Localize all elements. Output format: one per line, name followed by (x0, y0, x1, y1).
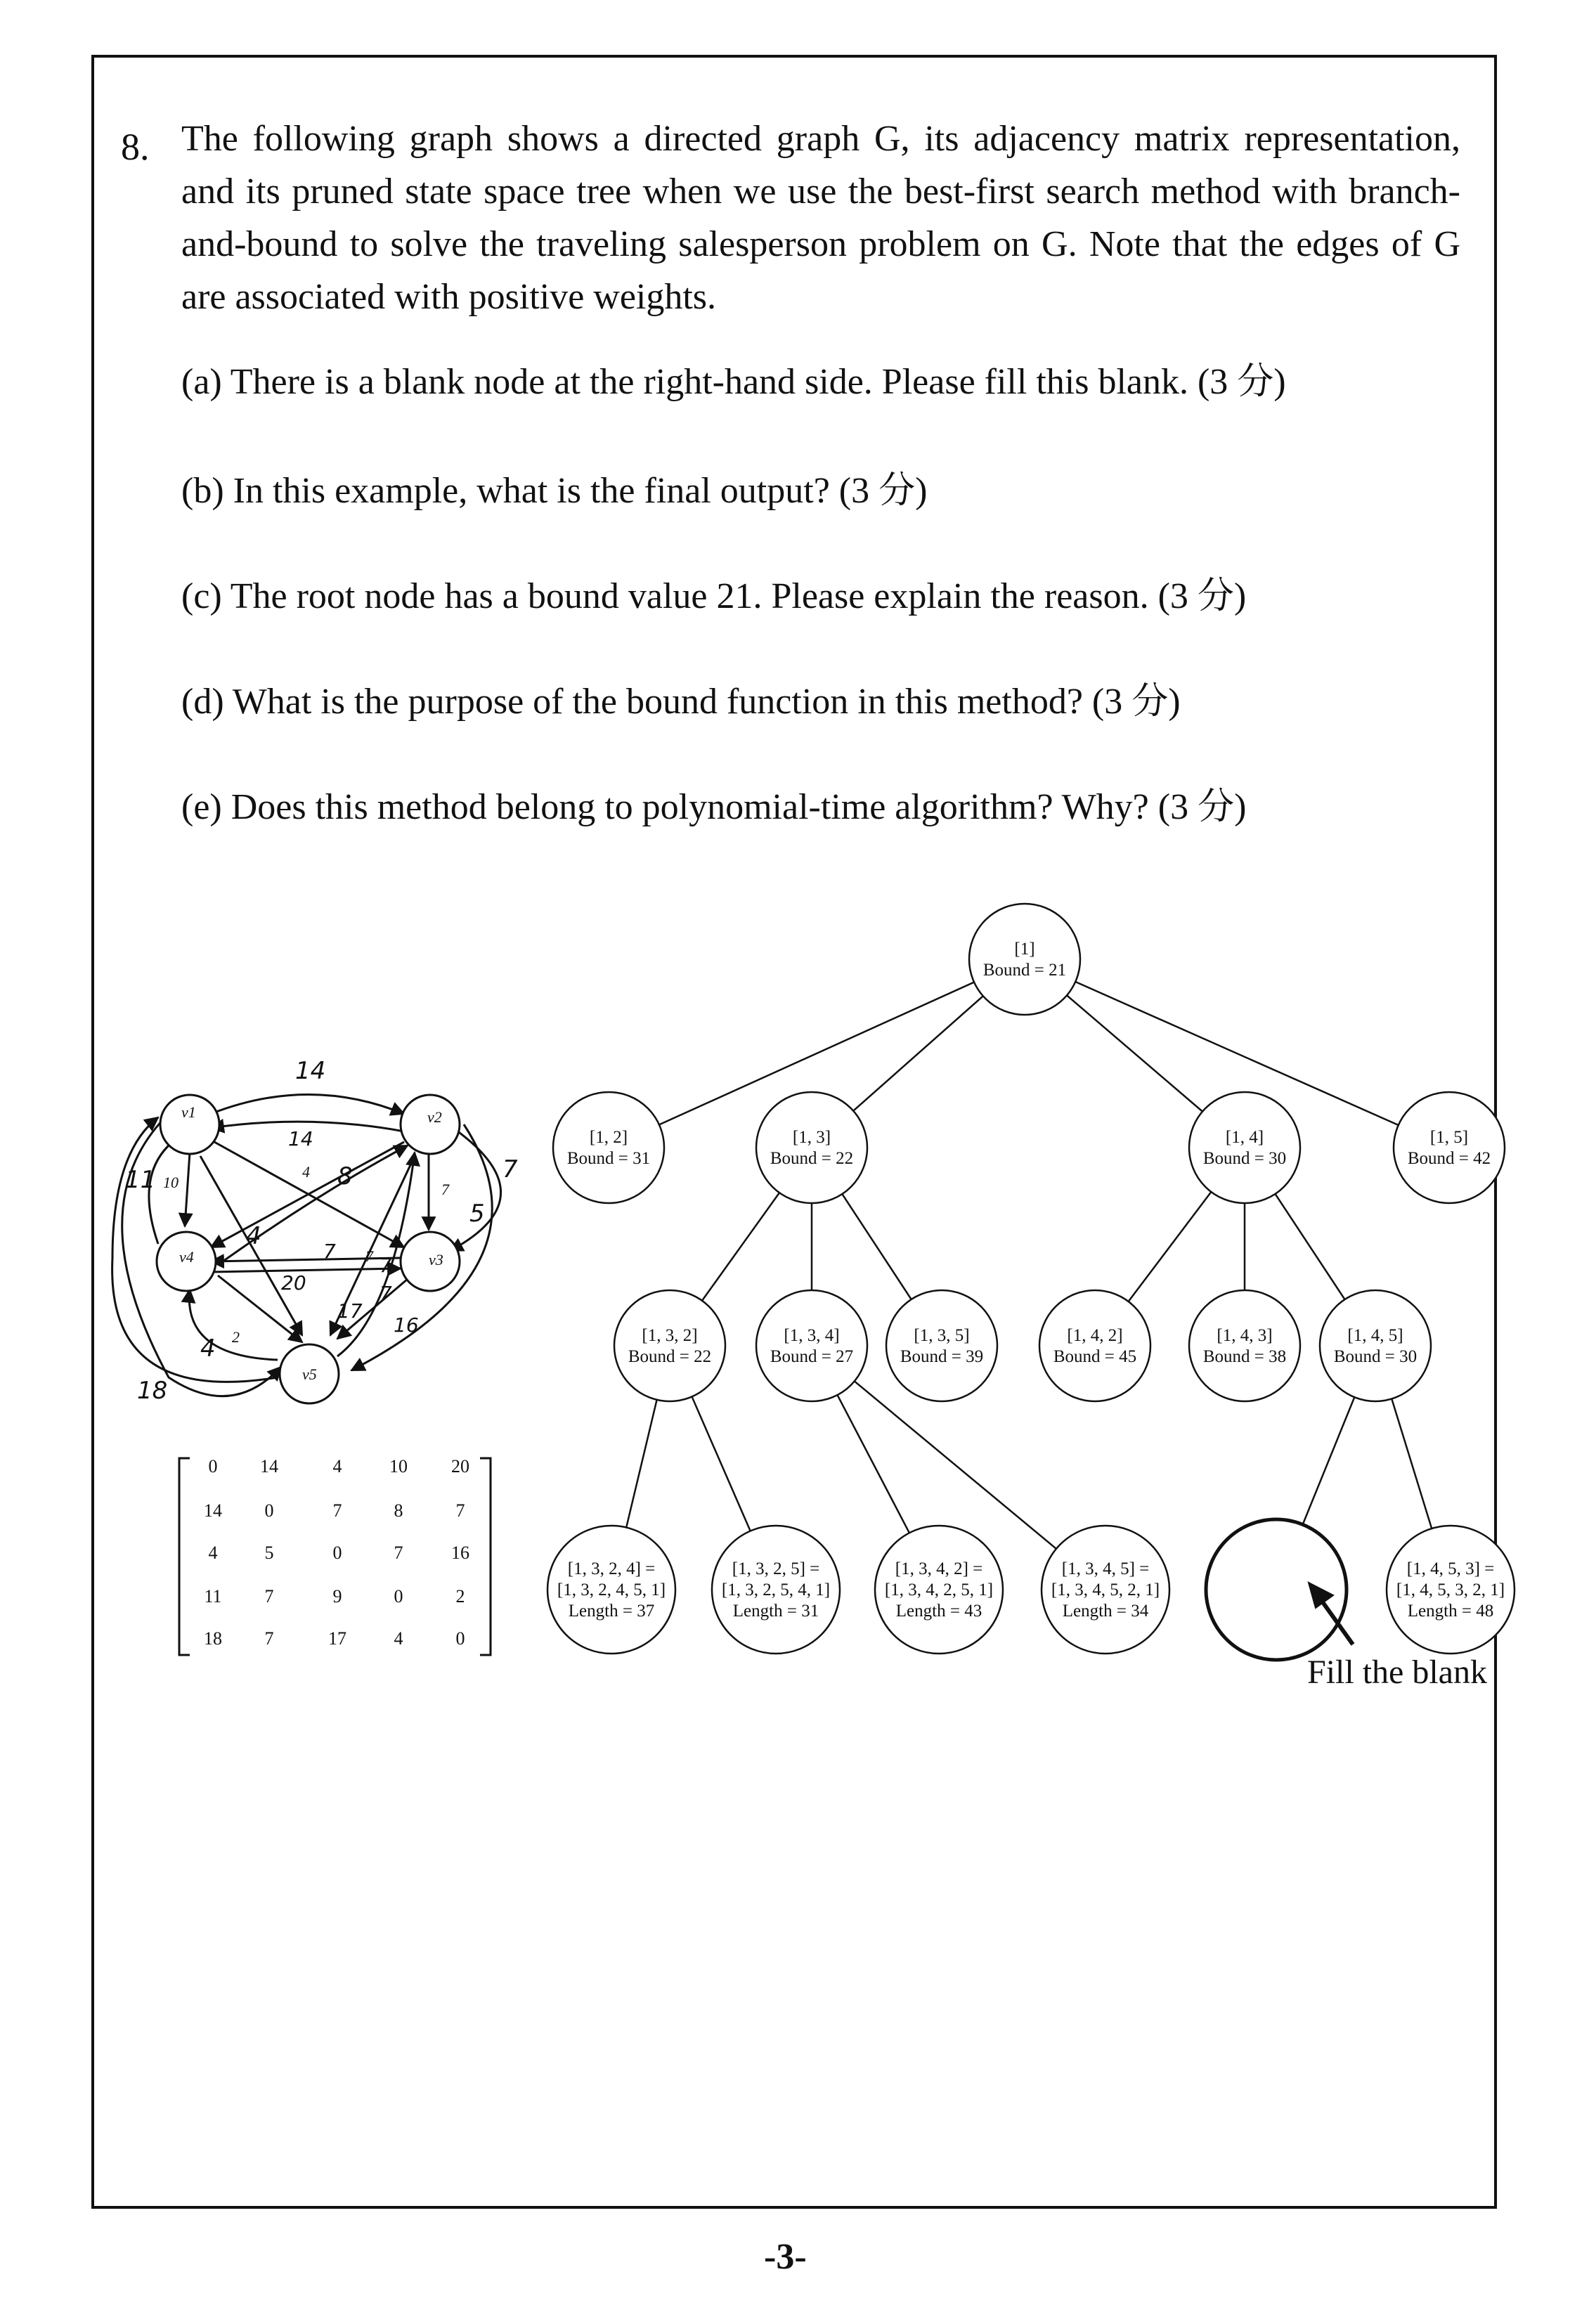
tree-node-level1 (756, 1092, 867, 1203)
edge-weight: 4 (302, 1163, 310, 1181)
handwritten-weight: 4 (246, 1222, 261, 1250)
tree-node-level2 (614, 1290, 725, 1401)
tree-node-leaf (1042, 1526, 1169, 1654)
tree-node-leaf-label: Length = 34 (1062, 1602, 1149, 1621)
tree-edge (624, 1400, 656, 1536)
matrix-cell: 7 (455, 1500, 465, 1521)
tree-node-root-label: Bound = 21 (982, 961, 1067, 980)
tree-node-level2-label: Bound = 45 (1053, 1347, 1137, 1366)
tree-node-level1-circle (1394, 1092, 1505, 1203)
handwritten-weight: 5 (469, 1200, 485, 1228)
tree-node-level2-circle (756, 1290, 867, 1401)
matrix-cell: 0 (332, 1543, 342, 1563)
handwritten-weight: 16 (394, 1313, 419, 1337)
tree-node-level1 (553, 1092, 664, 1203)
vertex-label-v4: v4 (179, 1248, 194, 1266)
matrix-cell: 7 (332, 1500, 342, 1521)
tree-edge (853, 996, 983, 1110)
tree-node-root-label: [1] (1014, 940, 1035, 959)
tree-node-level2-label: Bound = 27 (770, 1347, 854, 1366)
tree-node-level2-circle (1039, 1290, 1150, 1401)
handwritten-weight: 14 (295, 1057, 326, 1085)
matrix-cell: 0 (455, 1628, 465, 1649)
matrix-cell: 11 (204, 1586, 222, 1606)
tree-node-level1-label: [1, 5] (1429, 1128, 1469, 1147)
matrix-cell: 7 (264, 1586, 274, 1606)
tree-node-leaf (712, 1526, 840, 1654)
tree-node-level1 (1189, 1092, 1300, 1203)
matrix-cell: 10 (389, 1456, 408, 1476)
tree-node-leaf (875, 1526, 1003, 1654)
vertex-label-v3: v3 (429, 1251, 443, 1268)
tree-node-leaf-label: Length = 48 (1407, 1602, 1494, 1621)
tree-edge (842, 1194, 911, 1299)
tree-edge (1275, 1194, 1344, 1299)
matrix-left-bracket (179, 1458, 190, 1655)
question-part-d: (d) What is the purpose of the bound function in this method? (3 分) (181, 682, 1181, 722)
question-intro: The following graph shows a directed graph G, its adjacency matrix representation, and its pruned state space tree when we use the best-first search method with branch-and-bound to solve the traveling salesperson problem on G. Note that the edges of G are associated with positive weights. (181, 119, 1460, 317)
tree-node-leaf-label: Length = 43 (895, 1602, 982, 1621)
tree-node-level1-circle (553, 1092, 664, 1203)
matrix-cell: 0 (208, 1456, 218, 1476)
tree-node-leaf-label: [1, 3, 4, 2, 5, 1] (884, 1580, 994, 1599)
matrix-cell: 7 (264, 1628, 274, 1649)
matrix-cell: 20 (451, 1456, 469, 1476)
tree-node-level2-label: [1, 3, 2] (642, 1326, 698, 1345)
tree-node-leaf-label: [1, 3, 4, 5, 2, 1] (1051, 1580, 1160, 1599)
tree-node-level2-label: [1, 3, 4] (784, 1326, 840, 1345)
tree-node-leaf (1387, 1526, 1515, 1654)
edge-weight: 10 (163, 1174, 179, 1191)
matrix-cell: 14 (260, 1456, 278, 1476)
tree-node-level2-circle (1320, 1290, 1431, 1401)
handwritten-weight: 4 (200, 1335, 216, 1363)
matrix-cell: 0 (264, 1500, 274, 1521)
tree-node-level2 (1189, 1290, 1300, 1401)
tree-node-level1-label: [1, 2] (589, 1128, 628, 1147)
vertex-label-v1: v1 (181, 1103, 196, 1121)
tree-edge (1067, 995, 1202, 1111)
vertex-label-v5: v5 (302, 1365, 317, 1383)
handwritten-weight: 18 (137, 1377, 168, 1405)
tree-node-level1-circle (1189, 1092, 1300, 1203)
tree-node-level2-label: Bound = 38 (1202, 1347, 1287, 1366)
tree-edge (1297, 1397, 1355, 1538)
handwritten-weight: 7 (380, 1254, 392, 1277)
question-part-c: (c) The root node has a bound value 21. Please explain the reason. (3 分) (181, 576, 1247, 616)
handwritten-weight: 7 (380, 1282, 392, 1305)
state-space-tree (547, 904, 1515, 1660)
edge-v1-v4 (185, 1153, 190, 1226)
tree-edge (1392, 1398, 1434, 1536)
tree-node-leaf-label: [1, 3, 2, 4] = (567, 1559, 656, 1578)
matrix-cell: 14 (204, 1500, 222, 1521)
tree-node-level2-label: [1, 4, 3] (1217, 1326, 1273, 1345)
tree-edge (1129, 1192, 1212, 1301)
tree-node-leaf-label: [1, 3, 4, 5] = (1061, 1559, 1150, 1578)
edge-weight: 2 (232, 1328, 240, 1346)
matrix-cell: 8 (394, 1500, 403, 1521)
tree-node-level2-label: [1, 3, 5] (914, 1326, 970, 1345)
matrix-cell: 2 (455, 1586, 465, 1606)
vertex-label-v2: v2 (427, 1108, 442, 1126)
tree-node-leaf-label: [1, 3, 2, 5, 4, 1] (721, 1580, 831, 1599)
tree-node-leaf-label: Length = 37 (568, 1602, 655, 1621)
edge-v1-v2 (211, 1095, 404, 1115)
handwritten-weight: 8 (337, 1162, 353, 1190)
tree-node-level1-circle (756, 1092, 867, 1203)
question-number: 8. (121, 126, 150, 168)
tree-node-level2 (886, 1290, 997, 1401)
tree-node-level1-label: Bound = 30 (1202, 1149, 1287, 1168)
matrix-cell: 5 (264, 1543, 274, 1563)
tree-node-leaf-label: [1, 3, 2, 4, 5, 1] (557, 1580, 666, 1599)
tree-node-leaf-label: [1, 4, 5, 3] = (1406, 1559, 1495, 1578)
tree-node-level1-label: Bound = 31 (566, 1149, 651, 1168)
matrix-cell: 9 (332, 1586, 342, 1606)
tree-node-level2-label: Bound = 22 (628, 1347, 712, 1366)
tree-node-level1 (1394, 1092, 1505, 1203)
tree-node-level1-label: Bound = 22 (770, 1149, 854, 1168)
tree-node-level2-label: Bound = 30 (1333, 1347, 1418, 1366)
handwritten-weight: 11 (125, 1166, 156, 1194)
tree-node-level2-circle (1189, 1290, 1300, 1401)
matrix-cell: 17 (328, 1628, 346, 1649)
tree-node-level2 (1320, 1290, 1431, 1401)
matrix-cell: 4 (332, 1456, 342, 1476)
tree-node-leaf-label: [1, 3, 2, 5] = (732, 1559, 820, 1578)
tree-node-root-circle (969, 904, 1080, 1015)
tree-node-level2-label: [1, 4, 5] (1347, 1326, 1403, 1345)
tree-node-level2 (756, 1290, 867, 1401)
page-number: -3- (764, 2237, 807, 2277)
matrix-cell: 4 (208, 1543, 218, 1563)
matrix-cell: 4 (394, 1628, 403, 1649)
tree-node-leaf-label: [1, 3, 4, 2] = (895, 1559, 983, 1578)
question-part-a: (a) There is a blank node at the right-hand side. Please fill this blank. (3 分) (181, 362, 1286, 402)
question-part-b: (b) In this example, what is the final output? (3 分) (181, 471, 928, 511)
tree-node-leaf (547, 1526, 675, 1654)
handwritten-weight: 7 (323, 1240, 336, 1263)
tree-node-level1-label: [1, 3] (792, 1128, 831, 1147)
tree-node-level1-label: [1, 4] (1225, 1128, 1264, 1147)
handwritten-weight: 17 (337, 1299, 363, 1323)
tree-node-level2-label: Bound = 39 (900, 1347, 984, 1366)
handwritten-weight: 7 (502, 1155, 518, 1183)
matrix-cell: 7 (394, 1543, 403, 1563)
matrix-cell: 16 (451, 1543, 469, 1563)
tree-node-level2-circle (614, 1290, 725, 1401)
matrix-right-bracket (480, 1458, 491, 1655)
edge-weight: 7 (365, 1247, 373, 1265)
matrix-cell: 18 (204, 1628, 222, 1649)
tree-node-level2 (1039, 1290, 1150, 1401)
tree-node-leaf-label: Length = 31 (732, 1602, 819, 1621)
blank-node (1206, 1519, 1347, 1660)
edge-weight: 7 (441, 1181, 449, 1198)
tree-edge (838, 1395, 914, 1540)
handwritten-weight: 20 (281, 1271, 306, 1294)
handwritten-weight: 14 (288, 1127, 313, 1150)
tree-node-root (969, 904, 1080, 1015)
fill-blank-label: Fill the blank (1307, 1654, 1487, 1691)
blank-node-circle (1206, 1519, 1347, 1660)
tree-edge (692, 1396, 754, 1538)
matrix-cell: 0 (394, 1586, 403, 1606)
tree-node-level2-label: [1, 4, 2] (1067, 1326, 1123, 1345)
tree-node-level2-circle (886, 1290, 997, 1401)
adjacency-matrix (179, 1456, 491, 1655)
tree-node-level1-label: Bound = 42 (1407, 1149, 1491, 1168)
tree-edge (702, 1193, 779, 1301)
question-part-e: (e) Does this method belong to polynomial-time algorithm? Why? (3 分) (181, 787, 1247, 827)
tree-node-leaf-label: [1, 4, 5, 3, 2, 1] (1396, 1580, 1505, 1599)
